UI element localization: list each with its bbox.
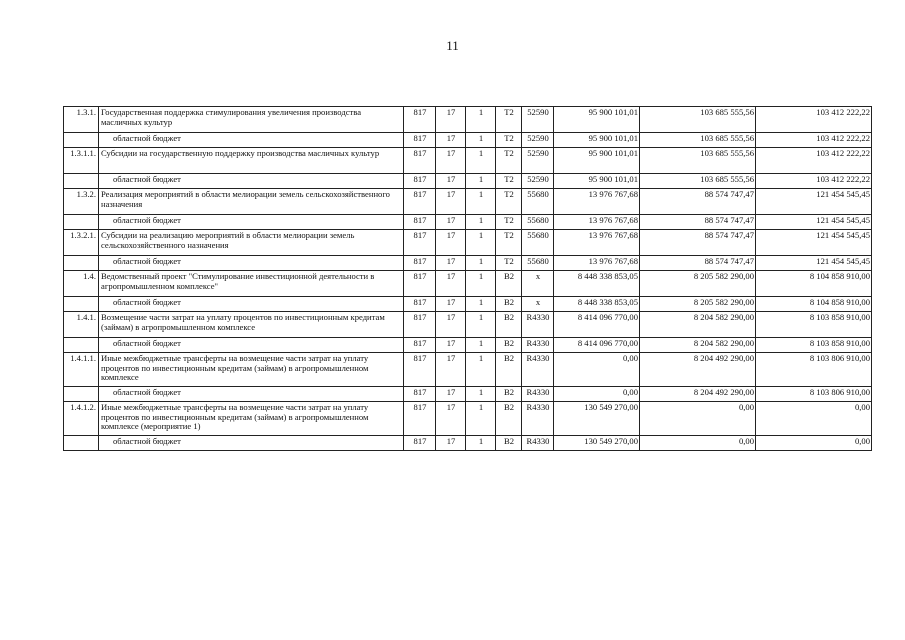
amount-year-3: 8 104 858 910,00 <box>756 271 872 297</box>
code-department: 817 <box>404 174 436 189</box>
table-row-budget <box>64 215 872 230</box>
amount-year-2: 103 685 555,56 <box>640 148 756 174</box>
table-row-budget <box>64 338 872 353</box>
row-name: Иные межбюджетные трансферты на возмещение части затрат на уплату процентов по инвестиционным кредитам (займам) в агропромышленном комплексе <box>99 353 404 387</box>
row-number <box>64 174 99 189</box>
row-number <box>64 436 99 451</box>
row-number: 1.3.2. <box>64 189 99 215</box>
code-subsection: 1 <box>466 107 496 133</box>
amount-year-1: 95 900 101,01 <box>554 174 640 189</box>
code-section: 17 <box>436 174 466 189</box>
amount-year-2: 8 205 582 290,00 <box>640 297 756 312</box>
amount-year-1: 13 976 767,68 <box>554 230 640 256</box>
code-program: Т2 <box>496 215 522 230</box>
code-subsection: 1 <box>466 189 496 215</box>
code-subsection: 1 <box>466 215 496 230</box>
row-name: Государственная поддержка стимулирования увеличения производства масличных культур <box>99 107 404 133</box>
table-row <box>64 312 872 338</box>
code-program: Т2 <box>496 256 522 271</box>
row-number: 1.4.1.2. <box>64 402 99 436</box>
code-section: 17 <box>436 230 466 256</box>
code-direction: 55680 <box>522 189 554 215</box>
code-direction: R4330 <box>522 387 554 402</box>
code-section: 17 <box>436 338 466 353</box>
code-direction: R4330 <box>522 338 554 353</box>
row-number <box>64 387 99 402</box>
amount-year-1: 130 549 270,00 <box>554 436 640 451</box>
code-program: Т2 <box>496 133 522 148</box>
row-name: Возмещение части затрат на уплату процентов по инвестиционным кредитам (займам) в агропромышленном комплексе <box>99 312 404 338</box>
code-department: 817 <box>404 387 436 402</box>
code-direction: 52590 <box>522 174 554 189</box>
amount-year-3: 8 103 806 910,00 <box>756 387 872 402</box>
amount-year-3: 103 412 222,22 <box>756 174 872 189</box>
code-direction: 55680 <box>522 230 554 256</box>
code-subsection: 1 <box>466 148 496 174</box>
code-subsection: 1 <box>466 402 496 436</box>
code-department: 817 <box>404 189 436 215</box>
amount-year-1: 8 414 096 770,00 <box>554 338 640 353</box>
row-name: областной бюджет <box>99 256 404 271</box>
row-number: 1.4.1.1. <box>64 353 99 387</box>
amount-year-3: 8 103 858 910,00 <box>756 312 872 338</box>
row-number: 1.4.1. <box>64 312 99 338</box>
row-name: областной бюджет <box>99 133 404 148</box>
row-name: Иные межбюджетные трансферты на возмещение части затрат на уплату процентов по инвестиционным кредитам (займам) в агропромышленном комплексе (мероприятие 1) <box>99 402 404 436</box>
amount-year-2: 0,00 <box>640 436 756 451</box>
code-department: 817 <box>404 133 436 148</box>
amount-year-2: 88 574 747,47 <box>640 230 756 256</box>
code-section: 17 <box>436 133 466 148</box>
amount-year-3: 121 454 545,45 <box>756 256 872 271</box>
code-department: 817 <box>404 297 436 312</box>
amount-year-1: 0,00 <box>554 353 640 387</box>
code-program: В2 <box>496 271 522 297</box>
code-direction: 55680 <box>522 256 554 271</box>
amount-year-3: 8 103 858 910,00 <box>756 338 872 353</box>
code-section: 17 <box>436 271 466 297</box>
code-subsection: 1 <box>466 387 496 402</box>
row-name: областной бюджет <box>99 436 404 451</box>
row-number: 1.3.1. <box>64 107 99 133</box>
code-section: 17 <box>436 312 466 338</box>
code-direction: R4330 <box>522 312 554 338</box>
row-name: Субсидии на государственную поддержку производства масличных культур <box>99 148 404 174</box>
code-department: 817 <box>404 107 436 133</box>
code-section: 17 <box>436 436 466 451</box>
code-subsection: 1 <box>466 312 496 338</box>
table-row <box>64 148 872 174</box>
code-department: 817 <box>404 436 436 451</box>
code-direction: 52590 <box>522 148 554 174</box>
amount-year-1: 8 448 338 853,05 <box>554 271 640 297</box>
table-row <box>64 402 872 436</box>
code-direction: R4330 <box>522 436 554 451</box>
row-name: Реализация мероприятий в области мелиорации земель сельскохозяйственного назначения <box>99 189 404 215</box>
table-body <box>64 107 872 451</box>
code-subsection: 1 <box>466 271 496 297</box>
amount-year-3: 121 454 545,45 <box>756 189 872 215</box>
amount-year-2: 103 685 555,56 <box>640 133 756 148</box>
code-subsection: 1 <box>466 297 496 312</box>
code-direction: х <box>522 297 554 312</box>
code-section: 17 <box>436 107 466 133</box>
table-row-budget <box>64 174 872 189</box>
code-subsection: 1 <box>466 353 496 387</box>
amount-year-2: 8 204 492 290,00 <box>640 353 756 387</box>
code-subsection: 1 <box>466 338 496 353</box>
table-row <box>64 189 872 215</box>
amount-year-3: 0,00 <box>756 402 872 436</box>
code-department: 817 <box>404 256 436 271</box>
table-row-budget <box>64 297 872 312</box>
code-subsection: 1 <box>466 133 496 148</box>
code-direction: R4330 <box>522 353 554 387</box>
code-section: 17 <box>436 148 466 174</box>
amount-year-2: 8 204 492 290,00 <box>640 387 756 402</box>
amount-year-2: 0,00 <box>640 402 756 436</box>
code-subsection: 1 <box>466 174 496 189</box>
code-department: 817 <box>404 148 436 174</box>
row-number: 1.3.2.1. <box>64 230 99 256</box>
amount-year-1: 130 549 270,00 <box>554 402 640 436</box>
row-name: областной бюджет <box>99 174 404 189</box>
row-number <box>64 338 99 353</box>
table-row <box>64 230 872 256</box>
amount-year-2: 8 204 582 290,00 <box>640 312 756 338</box>
code-department: 817 <box>404 353 436 387</box>
amount-year-2: 103 685 555,56 <box>640 107 756 133</box>
amount-year-1: 8 448 338 853,05 <box>554 297 640 312</box>
amount-year-1: 13 976 767,68 <box>554 215 640 230</box>
amount-year-1: 13 976 767,68 <box>554 256 640 271</box>
code-department: 817 <box>404 271 436 297</box>
row-number: 1.4. <box>64 271 99 297</box>
code-section: 17 <box>436 256 466 271</box>
code-department: 817 <box>404 230 436 256</box>
row-number <box>64 133 99 148</box>
code-subsection: 1 <box>466 436 496 451</box>
code-department: 817 <box>404 215 436 230</box>
code-direction: 52590 <box>522 133 554 148</box>
budget-table <box>63 106 872 451</box>
code-program: В2 <box>496 312 522 338</box>
table-row-budget <box>64 133 872 148</box>
amount-year-1: 8 414 096 770,00 <box>554 312 640 338</box>
row-name: областной бюджет <box>99 297 404 312</box>
row-number: 1.3.1.1. <box>64 148 99 174</box>
row-name: Ведомственный проект "Стимулирование инвестиционной деятельности в агропромышленном комплексе" <box>99 271 404 297</box>
row-name: областной бюджет <box>99 338 404 353</box>
row-name: областной бюджет <box>99 387 404 402</box>
code-direction: х <box>522 271 554 297</box>
code-program: В2 <box>496 338 522 353</box>
code-program: Т2 <box>496 230 522 256</box>
code-department: 817 <box>404 338 436 353</box>
amount-year-1: 13 976 767,68 <box>554 189 640 215</box>
amount-year-3: 121 454 545,45 <box>756 215 872 230</box>
code-section: 17 <box>436 297 466 312</box>
code-program: В2 <box>496 402 522 436</box>
amount-year-3: 8 104 858 910,00 <box>756 297 872 312</box>
page-number: 11 <box>446 38 459 53</box>
amount-year-3: 8 103 806 910,00 <box>756 353 872 387</box>
amount-year-2: 103 685 555,56 <box>640 174 756 189</box>
code-program: Т2 <box>496 148 522 174</box>
code-direction: R4330 <box>522 402 554 436</box>
amount-year-3: 103 412 222,22 <box>756 148 872 174</box>
table-row <box>64 353 872 387</box>
code-subsection: 1 <box>466 256 496 271</box>
code-department: 817 <box>404 402 436 436</box>
amount-year-3: 103 412 222,22 <box>756 133 872 148</box>
row-number <box>64 256 99 271</box>
amount-year-2: 88 574 747,47 <box>640 189 756 215</box>
row-name: областной бюджет <box>99 215 404 230</box>
amount-year-2: 8 205 582 290,00 <box>640 271 756 297</box>
code-section: 17 <box>436 215 466 230</box>
code-program: В2 <box>496 436 522 451</box>
code-direction: 52590 <box>522 107 554 133</box>
code-direction: 55680 <box>522 215 554 230</box>
row-number <box>64 297 99 312</box>
amount-year-3: 0,00 <box>756 436 872 451</box>
code-section: 17 <box>436 387 466 402</box>
code-department: 817 <box>404 312 436 338</box>
amount-year-3: 103 412 222,22 <box>756 107 872 133</box>
row-number <box>64 215 99 230</box>
amount-year-1: 95 900 101,01 <box>554 107 640 133</box>
amount-year-1: 95 900 101,01 <box>554 148 640 174</box>
amount-year-2: 88 574 747,47 <box>640 256 756 271</box>
amount-year-2: 88 574 747,47 <box>640 215 756 230</box>
amount-year-1: 0,00 <box>554 387 640 402</box>
code-program: Т2 <box>496 174 522 189</box>
amount-year-1: 95 900 101,01 <box>554 133 640 148</box>
amount-year-2: 8 204 582 290,00 <box>640 338 756 353</box>
table-row <box>64 271 872 297</box>
amount-year-3: 121 454 545,45 <box>756 230 872 256</box>
code-section: 17 <box>436 189 466 215</box>
code-section: 17 <box>436 353 466 387</box>
code-program: В2 <box>496 297 522 312</box>
table-row-budget <box>64 256 872 271</box>
code-subsection: 1 <box>466 230 496 256</box>
code-program: В2 <box>496 387 522 402</box>
table-row <box>64 107 872 133</box>
table-row-budget <box>64 387 872 402</box>
code-program: Т2 <box>496 189 522 215</box>
table-row-budget <box>64 436 872 451</box>
code-section: 17 <box>436 402 466 436</box>
code-program: Т2 <box>496 107 522 133</box>
code-program: В2 <box>496 353 522 387</box>
row-name: Субсидии на реализацию мероприятий в области мелиорации земель сельскохозяйственного назначения <box>99 230 404 256</box>
